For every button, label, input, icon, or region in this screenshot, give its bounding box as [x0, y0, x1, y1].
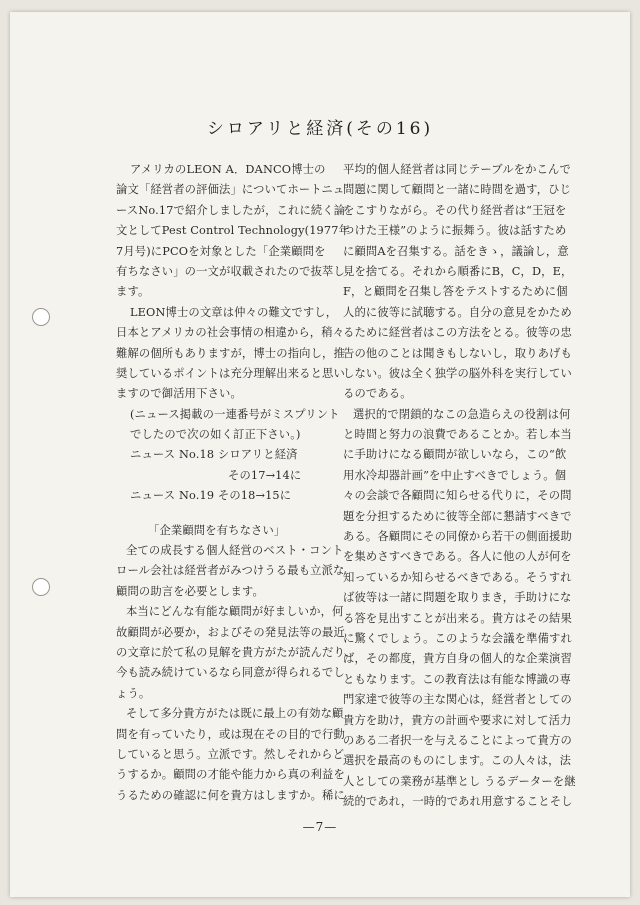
- left-line: 全ての成長する個人経営のベスト・コント: [126, 544, 344, 558]
- right-line: ば彼等は一諸に問題を取りまき，手助けにな: [343, 591, 572, 605]
- left-line: ますので御活用下さい。: [116, 387, 242, 401]
- right-line: るために経営者はこの方法をとる。彼等の忠: [343, 326, 572, 340]
- left-line: 本当にどんな有能な顧問が好ましいか，何: [126, 605, 344, 619]
- left-line: [116, 507, 330, 521]
- left-line: 文としてPest Control Technology(1977年: [116, 224, 351, 238]
- left-line: 日本とアメリカの社会事情の相違から，稍々: [116, 326, 345, 340]
- left-line: 有ちなさい」の一文が収載されたので抜萃し: [116, 264, 345, 278]
- right-column: [343, 160, 576, 813]
- document-page: [10, 12, 630, 897]
- right-line: 門家達で彼等の主な関心は，経営者としての: [343, 693, 572, 707]
- left-line: 顧問の助言を必要とします。: [116, 584, 264, 598]
- right-line: 平均的個人経営者は同じテーブルをかこんで: [343, 163, 571, 176]
- right-line: つけた王様”のように振舞う。彼は話すため: [343, 224, 567, 238]
- right-line: 用水冷却器計画”を中止すべきでしょう。個: [343, 468, 567, 482]
- left-column: [116, 160, 357, 806]
- binder-hole-bottom: [32, 578, 50, 596]
- right-line: しない。彼は全く独学の脳外科を実行してい: [343, 366, 572, 380]
- left-line: 難解の個所もありますが，博士の指向し，推: [116, 346, 345, 360]
- left-line: 奨しているポイントは充分理解出来ると思い: [116, 366, 345, 380]
- right-line: 問題に関して顧問と一諸に時間を過す，ひじ: [343, 183, 572, 197]
- left-line: ニュース No.19 その18→15に: [130, 489, 292, 503]
- left-line: (ニュース掲載の一連番号がミスプリント: [130, 407, 340, 421]
- right-line: ある。各顧問にその同僚から若干の側面援助: [343, 530, 572, 544]
- right-line: 告の他のことは聞きもしないし，取りあげも: [343, 346, 572, 360]
- left-line: 問を有っていたり，或は現在その目的で行動: [116, 727, 345, 741]
- right-line: 選択的で閉鎖的なこの急造らえの役割は何: [353, 407, 571, 421]
- left-line: うるための確認に何を貴方はしますか。稀に: [116, 788, 345, 802]
- right-line: ば，その都度，貴方自身の個人的な企業演習: [343, 652, 572, 666]
- right-line: 々の会談で各顧問に知らせる代りに，その問: [343, 489, 572, 503]
- binder-hole-top: [32, 308, 50, 326]
- left-line: アメリカのLEON A．DANCO博士の: [130, 163, 326, 176]
- right-line: 選択を最高のものにします。この人々は，法: [343, 754, 572, 768]
- left-line: ニュース No.18 シロアリと経済: [130, 448, 298, 462]
- left-line: していると思う。立派です。然しそれからど: [116, 747, 345, 761]
- left-line: うするか。顧問の才能や能力から真の利益を: [116, 768, 345, 782]
- article-title: シロアリと経済(その16): [206, 119, 434, 139]
- left-line: でしたので次の如く訂正下さい。): [130, 428, 301, 442]
- left-line: 「企業顧問を有ちなさい」: [148, 523, 286, 537]
- right-line: に手助けになる顧問が欲しいなら，この“飲: [343, 448, 567, 462]
- right-line: 知っているか知らせるべきである。そうすれ: [343, 570, 572, 584]
- left-line: 故顧問が必要か，およびその発見法等の最近: [116, 625, 345, 639]
- right-line: ともなります。この教育法は有能な博識の専: [343, 672, 572, 686]
- right-line: 見を捨てる。それから順番にB，C，D，E，: [343, 264, 573, 278]
- left-line: その17→14に: [228, 468, 302, 482]
- right-line: と時間と努力の浪費であることか。若し本当: [343, 428, 572, 442]
- page-number: —7—: [302, 820, 338, 834]
- right-line: 人としての業務が基準とし うるデーターを継: [343, 774, 576, 788]
- left-line: 論文「経営者の評価法」についてホートニュ: [116, 183, 345, 197]
- left-line: そして多分貴方がたは既に最上の有効な顧: [126, 707, 344, 721]
- right-line: 人的に彼等に試聴する。自分の意見をかため: [343, 305, 572, 319]
- right-line: に顧問Aを召集する。話をきゝ，議論し，意: [343, 244, 569, 258]
- left-line: ます。: [116, 285, 150, 299]
- right-line: る答を見出すことが出来る。貴方はその結果: [343, 611, 572, 625]
- right-line: のある二者択一を与えることによって貴方の: [343, 733, 572, 747]
- left-line: ょう。: [116, 686, 151, 700]
- right-line: を集めさすべきである。各人に他の人が何を: [343, 550, 572, 564]
- left-line: ースNo.17で紹介しましたが，これに続く論: [116, 203, 346, 217]
- right-line: 題を分担するために彼等全部に懇請すべきで: [343, 509, 572, 523]
- right-line: 貴方を助け，貴方の計画や要求に対して活力: [343, 713, 572, 727]
- left-line: の文章に於て私の見解を貴方がたが読んだり，: [116, 645, 357, 659]
- left-line: 7月号)にPCOを対象とした「企業顧問を: [116, 244, 326, 258]
- right-line: をこすりながら。その代り経営者は“王冠を: [343, 203, 567, 217]
- left-line: ロール会社は経営者がみつけうる最も立派な: [116, 564, 345, 578]
- left-line: LEON博士の文章は仲々の難文ですし，: [130, 305, 338, 319]
- right-line: 続的であれ，一時的であれ用意することそし: [343, 795, 573, 809]
- right-line: るのである。: [343, 387, 412, 401]
- right-line: に驚くでしょう。このような会議を準備すれ: [343, 631, 572, 645]
- right-line: F，と顧問を召集し答をテストするために個: [343, 285, 568, 299]
- left-line: 今も読み続けているなら同意が得られるでし: [116, 666, 345, 680]
